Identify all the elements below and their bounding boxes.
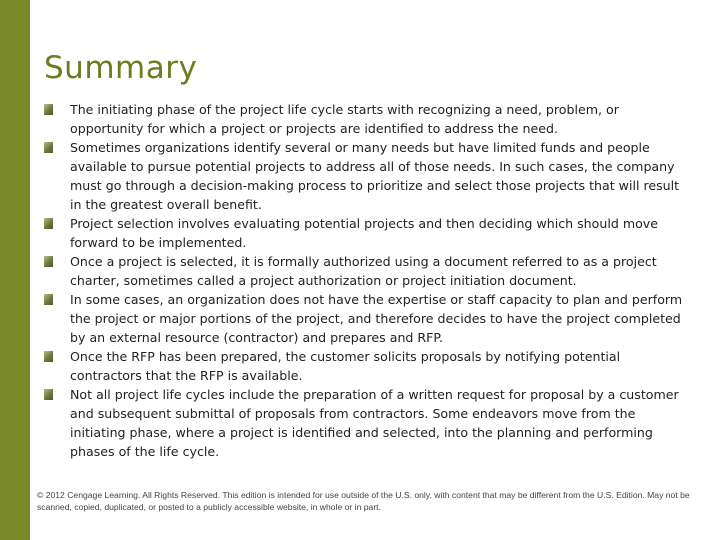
bullet-text: The initiating phase of the project life cycle starts with recognizing a need, problem, or opportunity for which a project or projects are identified to address the need. — [70, 102, 619, 136]
bullet-text: Once a project is selected, it is formally authorized using a document referred to as a project charter, sometimes called a project authorization or project initiation document. — [70, 254, 657, 288]
bullet-item — [44, 385, 694, 461]
square-bullet-icon — [44, 142, 53, 153]
bullet-text: Once the RFP has been prepared, the customer solicits proposals by notifying potential contractors that the RFP is available. — [70, 349, 621, 383]
bullet-item — [44, 138, 694, 214]
square-bullet-icon — [44, 218, 53, 229]
copyright-footer: © 2012 Cengage Learning. All Rights Reserved. This edition is intended for use outside of the U.S. only, with content that may be different from the U.S. Edition. May not be scanned, copied, duplicated, or posted to a publicly accessible website, in whole or in part. — [37, 490, 690, 512]
bullet-text: Sometimes organizations identify several or many needs but have limited funds and people available to pursue potential projects to address all of those needs. In such cases, the company must go through a decision-making process to prioritize and select those projects that will result in the greatest overall benefit. — [70, 140, 680, 212]
square-bullet-icon — [44, 256, 53, 267]
bullet-item — [44, 347, 694, 385]
square-bullet-icon — [44, 351, 53, 362]
bullet-text: Not all project life cycles include the preparation of a written request for proposal by a customer and subsequent submittal of proposals from contractors. Some endeavors move from the initiating phase, where a project is identified and selected, into the planning and performing phases of the life cycle. — [70, 387, 679, 459]
square-bullet-icon — [44, 389, 53, 400]
bullet-item — [44, 100, 694, 138]
slide-title: Summary — [44, 50, 198, 86]
bullet-item — [44, 290, 694, 347]
bullet-text: Project selection involves evaluating potential projects and then deciding which should move forward to be implemented. — [70, 216, 659, 250]
square-bullet-icon — [44, 294, 53, 305]
bullet-text: In some cases, an organization does not have the expertise or staff capacity to plan and perform the project or major portions of the project, and therefore decides to have the project completed by an external resource (contractor) and prepares and RFP. — [70, 292, 683, 345]
bullet-list — [44, 100, 694, 461]
left-accent-bar — [0, 0, 30, 540]
square-bullet-icon — [44, 104, 53, 115]
bullet-item — [44, 252, 694, 290]
bullet-item — [44, 214, 694, 252]
